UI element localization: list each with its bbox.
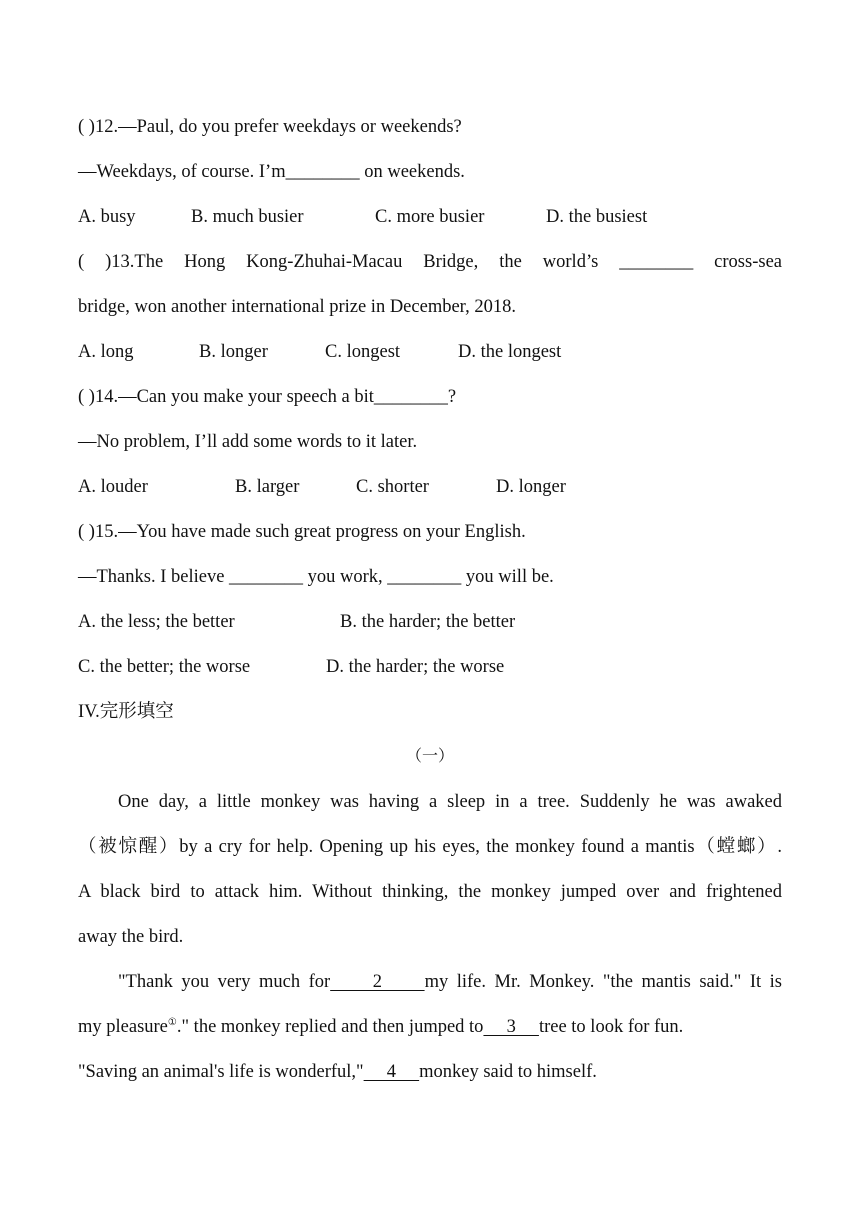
q15-options-row2 [78, 652, 782, 682]
passage-p2-line2-part-a: my pleasure [78, 1017, 168, 1037]
passage-p2-line3 [78, 1057, 782, 1087]
q15-option-a: A. the less; the better [78, 612, 235, 632]
q12-option-d: D. the busiest [546, 207, 648, 227]
q13-option-a: A. long [78, 342, 134, 362]
q13-option-b: B. longer [199, 342, 268, 362]
passage-p2-line2-part-c: tree to look for fun. [538, 1017, 684, 1037]
q14-option-c: C. shorter [356, 477, 429, 497]
q14-option-a: A. louder [78, 477, 148, 497]
q15-line2: —Thanks. I believe ________ you work, ________ you will be. [78, 567, 554, 587]
section-part-label: （一） [405, 748, 454, 765]
q14-stem: ( )14.—Can you make your speech a bit________? [78, 387, 457, 407]
q15-option-c: C. the better; the worse [78, 657, 251, 677]
cloze-blank-4: 4 [363, 1062, 420, 1082]
passage-p1-line3: A black bird to attack him. Without thinking, the monkey jumped over and frightened [78, 882, 782, 902]
q14-options [78, 472, 782, 502]
passage-p2-line1-part-b: my life. Mr. Monkey. "the mantis said." It is [424, 972, 783, 992]
q12-option-c: C. more busier [375, 207, 485, 227]
q12-option-a: A. busy [78, 207, 136, 227]
q14-option-d: D. longer [496, 477, 566, 497]
q13-option-d: D. the longest [458, 342, 562, 362]
q15-stem: ( )15.—You have made such great progress on your English. [78, 522, 526, 542]
cloze-blank-3: 3 [483, 1017, 539, 1037]
passage-p2-line2-part-b: ." the monkey replied and then jumped to [176, 1017, 484, 1037]
passage-p2-line3-part-a: "Saving an animal's life is wonderful," [78, 1062, 364, 1082]
q13-options [78, 337, 782, 367]
passage-p2-line3-part-b: monkey said to himself. [419, 1062, 597, 1082]
q12-option-b: B. much busier [191, 207, 304, 227]
q13-option-c: C. longest [325, 342, 401, 362]
q13-stem: ( )13.The Hong Kong-Zhuhai-Macau Bridge, the world’s ________ cross-sea [78, 252, 782, 272]
q14-option-b: B. larger [235, 477, 300, 497]
cloze-blank-2: 2 [330, 972, 425, 992]
passage-p1-line4: away the bird. [78, 927, 184, 947]
q12-line2: —Weekdays, of course. I’m________ on weekends. [78, 162, 465, 182]
q15-option-d: D. the harder; the worse [326, 657, 505, 677]
passage-p2-line2 [78, 1012, 782, 1042]
q12-stem: ( )12.—Paul, do you prefer weekdays or weekends? [78, 117, 462, 137]
q15-option-b: B. the harder; the better [340, 612, 516, 632]
q12-options [78, 202, 782, 232]
q13-line2: bridge, won another international prize in December, 2018. [78, 297, 516, 317]
passage-p2-line1-part-a: "Thank you very much for [118, 972, 331, 992]
passage-p2-line1 [78, 967, 782, 997]
passage-p1-line1: One day, a little monkey was having a sleep in a tree. Suddenly he was awaked [118, 792, 782, 812]
passage-p1-line2: （被惊醒）by a cry for help. Opening up his eyes, the monkey found a mantis（螳螂）. [78, 837, 782, 857]
footnote-marker: ① [167, 1016, 177, 1028]
q14-line2: —No problem, I’ll add some words to it later. [78, 432, 418, 452]
q15-options-row1 [78, 607, 782, 637]
section-heading: IV.完形填空 [78, 702, 174, 722]
